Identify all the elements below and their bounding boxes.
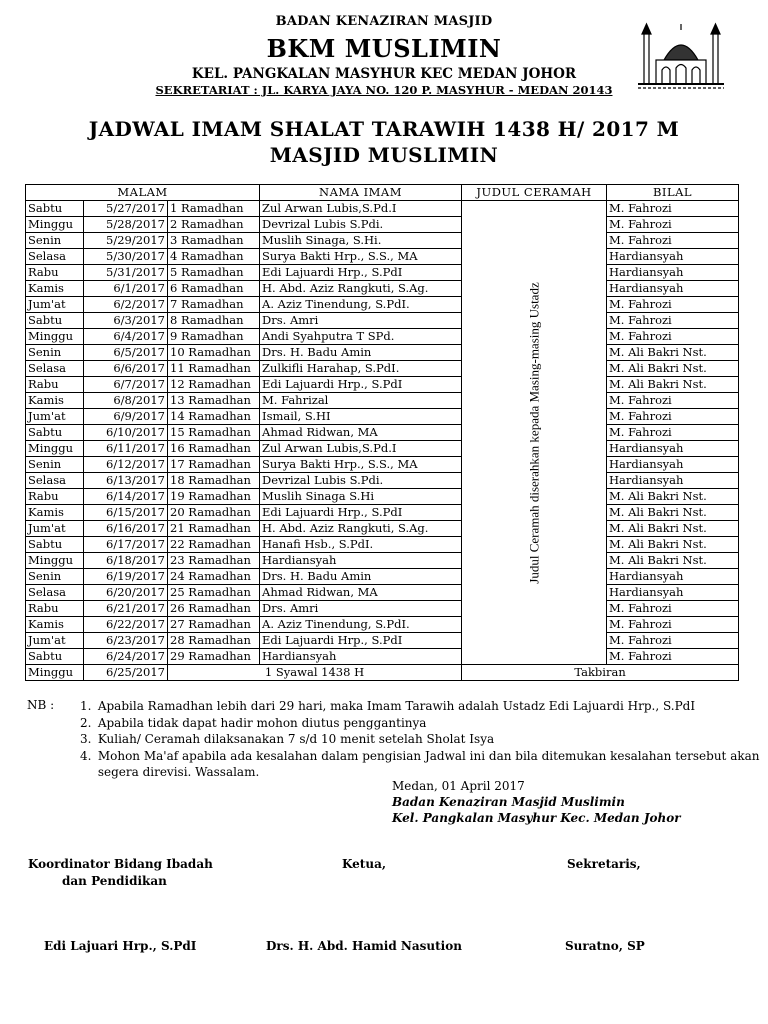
imam-cell: Drs. H. Badu Amin bbox=[260, 345, 462, 361]
imam-cell: Devrizal Lubis S.Pdi. bbox=[260, 217, 462, 233]
ramadhan-cell: 28 Ramadhan bbox=[168, 633, 260, 649]
note-number: 2. bbox=[80, 715, 92, 730]
day-cell: Sabtu bbox=[26, 313, 84, 329]
koordinator-title: Koordinator Bidang Ibadah bbox=[28, 857, 213, 871]
sekretariat-line: SEKRETARIAT : JL. KARYA JAYA NO. 120 P. MASYHUR - MEDAN 20143 bbox=[155, 83, 613, 97]
day-cell: Jum'at bbox=[26, 297, 84, 313]
note-text: segera direvisi. Wassalam. bbox=[97, 765, 260, 779]
bilal-cell: Hardiansyah bbox=[607, 569, 739, 585]
table-row bbox=[26, 425, 739, 441]
imam-cell: H. Abd. Aziz Rangkuti, S.Ag. bbox=[260, 281, 462, 297]
sekretaris-title: Sekretaris, bbox=[567, 857, 641, 871]
ramadhan-cell: 8 Ramadhan bbox=[168, 313, 260, 329]
date-cell: 6/14/2017 bbox=[84, 489, 168, 505]
note-number: 3. bbox=[80, 732, 92, 746]
imam-cell: Ahmad Ridwan, MA bbox=[260, 585, 462, 601]
date-cell: 6/2/2017 bbox=[84, 297, 168, 313]
date-cell: 6/16/2017 bbox=[84, 521, 168, 537]
header-nama-imam: NAMA IMAM bbox=[260, 185, 462, 201]
bilal-cell: M. Fahrozi bbox=[607, 297, 739, 313]
day-cell: Senin bbox=[26, 345, 84, 361]
ramadhan-cell: 23 Ramadhan bbox=[168, 553, 260, 569]
imam-cell: Zulkifli Harahap, S.PdI. bbox=[260, 361, 462, 377]
note-text: Mohon Ma'af apabila ada kesalahan dalam pengisian Jadwal ini dan bila ditemukan kesalahan tersebut akan bbox=[97, 748, 760, 763]
day-cell: Selasa bbox=[26, 585, 84, 601]
ramadhan-cell: 22 Ramadhan bbox=[168, 537, 260, 553]
ramadhan-cell: 12 Ramadhan bbox=[168, 377, 260, 393]
imam-cell: Drs. H. Badu Amin bbox=[260, 569, 462, 585]
bilal-cell: M. Fahrozi bbox=[607, 425, 739, 441]
day-cell: Sabtu bbox=[26, 537, 84, 553]
notes-list bbox=[80, 698, 768, 781]
bilal-cell: M. Fahrozi bbox=[607, 313, 739, 329]
bilal-cell: Hardiansyah bbox=[607, 585, 739, 601]
ramadhan-cell: 26 Ramadhan bbox=[168, 601, 260, 617]
date-cell: 6/6/2017 bbox=[84, 361, 168, 377]
ramadhan-cell: 21 Ramadhan bbox=[168, 521, 260, 537]
imam-cell: Surya Bakti Hrp., S.S., MA bbox=[260, 457, 462, 473]
day-cell: Kamis bbox=[26, 393, 84, 409]
ramadhan-cell: 25 Ramadhan bbox=[168, 585, 260, 601]
day-cell: Jum'at bbox=[26, 409, 84, 425]
date-cell: 6/13/2017 bbox=[84, 473, 168, 489]
imam-cell: Edi Lajuardi Hrp., S.PdI bbox=[260, 377, 462, 393]
note-number: 4. bbox=[80, 748, 92, 763]
note-number: 1. bbox=[80, 699, 92, 713]
date-cell: 6/7/2017 bbox=[84, 377, 168, 393]
table-row bbox=[26, 649, 739, 665]
mosque-logo-icon bbox=[636, 22, 726, 90]
table-row bbox=[26, 297, 739, 313]
date-cell: 6/12/2017 bbox=[84, 457, 168, 473]
table-row bbox=[26, 473, 739, 489]
takbiran-cell: Takbiran bbox=[462, 665, 739, 681]
table-row bbox=[26, 377, 739, 393]
koordinator-title-cont: dan Pendidikan bbox=[62, 874, 167, 888]
ramadhan-cell: 14 Ramadhan bbox=[168, 409, 260, 425]
date-cell: 6/18/2017 bbox=[84, 553, 168, 569]
date-cell: 6/15/2017 bbox=[84, 505, 168, 521]
ramadhan-cell: 9 Ramadhan bbox=[168, 329, 260, 345]
bilal-cell: M. Fahrozi bbox=[607, 649, 739, 665]
day-cell: Minggu bbox=[26, 553, 84, 569]
bilal-cell: M. Fahrozi bbox=[607, 329, 739, 345]
mosque-name: BKM MUSLIMIN bbox=[266, 34, 502, 63]
date-cell: 6/5/2017 bbox=[84, 345, 168, 361]
table-row bbox=[26, 617, 739, 633]
day-cell: Rabu bbox=[26, 601, 84, 617]
bilal-cell: Hardiansyah bbox=[607, 249, 739, 265]
imam-cell: Ismail, S.HI bbox=[260, 409, 462, 425]
koordinator-name: Edi Lajuari Hrp., S.PdI bbox=[44, 939, 197, 953]
schedule-body bbox=[26, 201, 739, 681]
day-cell: Minggu bbox=[26, 665, 84, 681]
notes-label: NB : bbox=[27, 698, 55, 712]
day-cell: Kamis bbox=[26, 281, 84, 297]
day-cell: Minggu bbox=[26, 329, 84, 345]
day-cell: Jum'at bbox=[26, 633, 84, 649]
imam-cell: Ahmad Ridwan, MA bbox=[260, 425, 462, 441]
ramadhan-cell: 17 Ramadhan bbox=[168, 457, 260, 473]
table-row bbox=[26, 489, 739, 505]
bilal-cell: Hardiansyah bbox=[607, 457, 739, 473]
table-row bbox=[26, 505, 739, 521]
day-cell: Selasa bbox=[26, 473, 84, 489]
imam-cell: Drs. Amri bbox=[260, 601, 462, 617]
ramadhan-cell: 13 Ramadhan bbox=[168, 393, 260, 409]
date-cell: 5/30/2017 bbox=[84, 249, 168, 265]
ramadhan-cell: 4 Ramadhan bbox=[168, 249, 260, 265]
table-row bbox=[26, 201, 739, 217]
imam-cell: Surya Bakti Hrp., S.S., MA bbox=[260, 249, 462, 265]
ramadhan-cell: 16 Ramadhan bbox=[168, 441, 260, 457]
table-header-row bbox=[26, 185, 739, 201]
bilal-cell: M. Ali Bakri Nst. bbox=[607, 377, 739, 393]
table-row bbox=[26, 249, 739, 265]
imam-cell: H. Abd. Aziz Rangkuti, S.Ag. bbox=[260, 521, 462, 537]
day-cell: Senin bbox=[26, 233, 84, 249]
day-cell: Sabtu bbox=[26, 201, 84, 217]
day-cell: Jum'at bbox=[26, 521, 84, 537]
date-cell: 5/29/2017 bbox=[84, 233, 168, 249]
ceramah-note: Judul Ceramah diserahkan kepada Masing-masing Ustadz bbox=[526, 281, 542, 584]
imam-cell: Andi Syahputra T SPd. bbox=[260, 329, 462, 345]
table-row bbox=[26, 233, 739, 249]
table-row bbox=[26, 441, 739, 457]
imam-cell: Hardiansyah bbox=[260, 553, 462, 569]
signature-org-line2: Kel. Pangkalan Masyhur Kec. Medan Johor bbox=[392, 811, 681, 825]
ramadhan-cell: 15 Ramadhan bbox=[168, 425, 260, 441]
table-row bbox=[26, 265, 739, 281]
bilal-cell: M. Fahrozi bbox=[607, 617, 739, 633]
table-row bbox=[26, 633, 739, 649]
bilal-cell: M. Ali Bakri Nst. bbox=[607, 537, 739, 553]
date-cell: 5/28/2017 bbox=[84, 217, 168, 233]
date-cell: 6/11/2017 bbox=[84, 441, 168, 457]
ramadhan-cell: 11 Ramadhan bbox=[168, 361, 260, 377]
imam-cell: Drs. Amri bbox=[260, 313, 462, 329]
bilal-cell: M. Fahrozi bbox=[607, 393, 739, 409]
day-cell: Selasa bbox=[26, 361, 84, 377]
day-cell: Kamis bbox=[26, 617, 84, 633]
date-cell: 6/20/2017 bbox=[84, 585, 168, 601]
date-cell: 5/31/2017 bbox=[84, 265, 168, 281]
place-date: Medan, 01 April 2017 bbox=[392, 779, 525, 793]
imam-cell: Hanafi Hsb., S.PdI. bbox=[260, 537, 462, 553]
bilal-cell: M. Ali Bakri Nst. bbox=[607, 553, 739, 569]
ramadhan-cell: 10 Ramadhan bbox=[168, 345, 260, 361]
imam-cell: M. Fahrizal bbox=[260, 393, 462, 409]
imam-cell: Zul Arwan Lubis,S.Pd.I bbox=[260, 441, 462, 457]
day-cell: Rabu bbox=[26, 489, 84, 505]
ramadhan-cell: 3 Ramadhan bbox=[168, 233, 260, 249]
bilal-cell: M. Ali Bakri Nst. bbox=[607, 345, 739, 361]
table-row bbox=[26, 281, 739, 297]
bilal-cell: M. Ali Bakri Nst. bbox=[607, 505, 739, 521]
day-cell: Senin bbox=[26, 457, 84, 473]
table-row bbox=[26, 409, 739, 425]
day-cell: Kamis bbox=[26, 505, 84, 521]
date-cell: 5/27/2017 bbox=[84, 201, 168, 217]
ramadhan-cell: 5 Ramadhan bbox=[168, 265, 260, 281]
table-row bbox=[26, 345, 739, 361]
ramadhan-cell: 6 Ramadhan bbox=[168, 281, 260, 297]
date-cell: 6/8/2017 bbox=[84, 393, 168, 409]
table-row bbox=[26, 457, 739, 473]
date-cell: 6/10/2017 bbox=[84, 425, 168, 441]
note-item bbox=[80, 715, 768, 732]
table-row bbox=[26, 329, 739, 345]
imam-cell: Muslih Sinaga S.Hi bbox=[260, 489, 462, 505]
org-title: BADAN KENAZIRAN MASJID bbox=[275, 14, 493, 29]
ramadhan-cell: 19 Ramadhan bbox=[168, 489, 260, 505]
bilal-cell: M. Ali Bakri Nst. bbox=[607, 489, 739, 505]
table-row bbox=[26, 521, 739, 537]
date-cell: 6/9/2017 bbox=[84, 409, 168, 425]
table-row bbox=[26, 361, 739, 377]
bilal-cell: M. Ali Bakri Nst. bbox=[607, 521, 739, 537]
ramadhan-cell: 18 Ramadhan bbox=[168, 473, 260, 489]
imam-cell: Zul Arwan Lubis,S.Pd.I bbox=[260, 201, 462, 217]
table-row bbox=[26, 313, 739, 329]
imam-cell: Devrizal Lubis S.Pdi. bbox=[260, 473, 462, 489]
date-cell: 6/21/2017 bbox=[84, 601, 168, 617]
table-row bbox=[26, 393, 739, 409]
date-cell: 6/4/2017 bbox=[84, 329, 168, 345]
table-row-syawal bbox=[26, 665, 739, 681]
syawal-cell: 1 Syawal 1438 H bbox=[168, 665, 462, 681]
header-bilal: BILAL bbox=[607, 185, 739, 201]
bilal-cell: Hardiansyah bbox=[607, 473, 739, 489]
judul-ceramah-cell bbox=[462, 201, 607, 665]
note-item bbox=[80, 748, 768, 765]
bilal-cell: Hardiansyah bbox=[607, 441, 739, 457]
imam-cell: Edi Lajuardi Hrp., S.PdI bbox=[260, 505, 462, 521]
bilal-cell: M. Fahrozi bbox=[607, 633, 739, 649]
table-row bbox=[26, 553, 739, 569]
ramadhan-cell: 20 Ramadhan bbox=[168, 505, 260, 521]
bilal-cell: M. Ali Bakri Nst. bbox=[607, 361, 739, 377]
day-cell: Selasa bbox=[26, 249, 84, 265]
day-cell: Senin bbox=[26, 569, 84, 585]
note-item bbox=[80, 698, 768, 715]
note-text: Apabila Ramadhan lebih dari 29 hari, maka Imam Tarawih adalah Ustadz Edi Lajuardi Hrp., S.PdI bbox=[97, 699, 696, 713]
note-text: Kuliah/ Ceramah dilaksanakan 7 s/d 10 menit setelah Sholat Isya bbox=[97, 732, 495, 746]
schedule-subtitle: MASJID MUSLIMIN bbox=[269, 143, 499, 167]
date-cell: 6/24/2017 bbox=[84, 649, 168, 665]
ketua-title: Ketua, bbox=[342, 857, 387, 871]
bilal-cell: Hardiansyah bbox=[607, 281, 739, 297]
date-cell: 6/23/2017 bbox=[84, 633, 168, 649]
day-cell: Rabu bbox=[26, 265, 84, 281]
day-cell: Sabtu bbox=[26, 425, 84, 441]
day-cell: Minggu bbox=[26, 217, 84, 233]
day-cell: Sabtu bbox=[26, 649, 84, 665]
imam-cell: A. Aziz Tinendung, S.PdI. bbox=[260, 297, 462, 313]
bilal-cell: Hardiansyah bbox=[607, 265, 739, 281]
table-row bbox=[26, 601, 739, 617]
table-row bbox=[26, 585, 739, 601]
table-row bbox=[26, 537, 739, 553]
ramadhan-cell: 1 Ramadhan bbox=[168, 201, 260, 217]
kelurahan-line: KEL. PANGKALAN MASYHUR KEC MEDAN JOHOR bbox=[191, 66, 577, 82]
date-cell: 6/22/2017 bbox=[84, 617, 168, 633]
table-row bbox=[26, 569, 739, 585]
ramadhan-cell: 29 Ramadhan bbox=[168, 649, 260, 665]
bilal-cell: M. Fahrozi bbox=[607, 233, 739, 249]
header-malam: MALAM bbox=[26, 185, 260, 201]
date-cell: 6/1/2017 bbox=[84, 281, 168, 297]
day-cell: Rabu bbox=[26, 377, 84, 393]
imam-cell: A. Aziz Tinendung, S.PdI. bbox=[260, 617, 462, 633]
schedule-table bbox=[25, 184, 739, 681]
table-row bbox=[26, 217, 739, 233]
bilal-cell: M. Fahrozi bbox=[607, 217, 739, 233]
bilal-cell: M. Fahrozi bbox=[607, 601, 739, 617]
ramadhan-cell: 7 Ramadhan bbox=[168, 297, 260, 313]
date-cell: 6/19/2017 bbox=[84, 569, 168, 585]
date-cell: 6/3/2017 bbox=[84, 313, 168, 329]
date-cell: 6/25/2017 bbox=[84, 665, 168, 681]
note-item bbox=[80, 731, 768, 748]
ramadhan-cell: 24 Ramadhan bbox=[168, 569, 260, 585]
date-cell: 6/17/2017 bbox=[84, 537, 168, 553]
ketua-name: Drs. H. Abd. Hamid Nasution bbox=[266, 939, 462, 953]
imam-cell: Muslih Sinaga, S.Hi. bbox=[260, 233, 462, 249]
imam-cell: Edi Lajuardi Hrp., S.PdI bbox=[260, 633, 462, 649]
bilal-cell: M. Fahrozi bbox=[607, 409, 739, 425]
schedule-title: JADWAL IMAM SHALAT TARAWIH 1438 H/ 2017 M bbox=[88, 117, 680, 141]
signature-org-line1: Badan Kenaziran Masjid Muslimin bbox=[392, 795, 625, 809]
ramadhan-cell: 2 Ramadhan bbox=[168, 217, 260, 233]
imam-cell: Edi Lajuardi Hrp., S.PdI bbox=[260, 265, 462, 281]
day-cell: Minggu bbox=[26, 441, 84, 457]
header-judul-ceramah: JUDUL CERAMAH bbox=[462, 185, 607, 201]
ramadhan-cell: 27 Ramadhan bbox=[168, 617, 260, 633]
imam-cell: Hardiansyah bbox=[260, 649, 462, 665]
note-text: Apabila tidak dapat hadir mohon diutus penggantinya bbox=[97, 715, 427, 730]
sekretaris-name: Suratno, SP bbox=[565, 939, 645, 953]
bilal-cell: M. Fahrozi bbox=[607, 201, 739, 217]
